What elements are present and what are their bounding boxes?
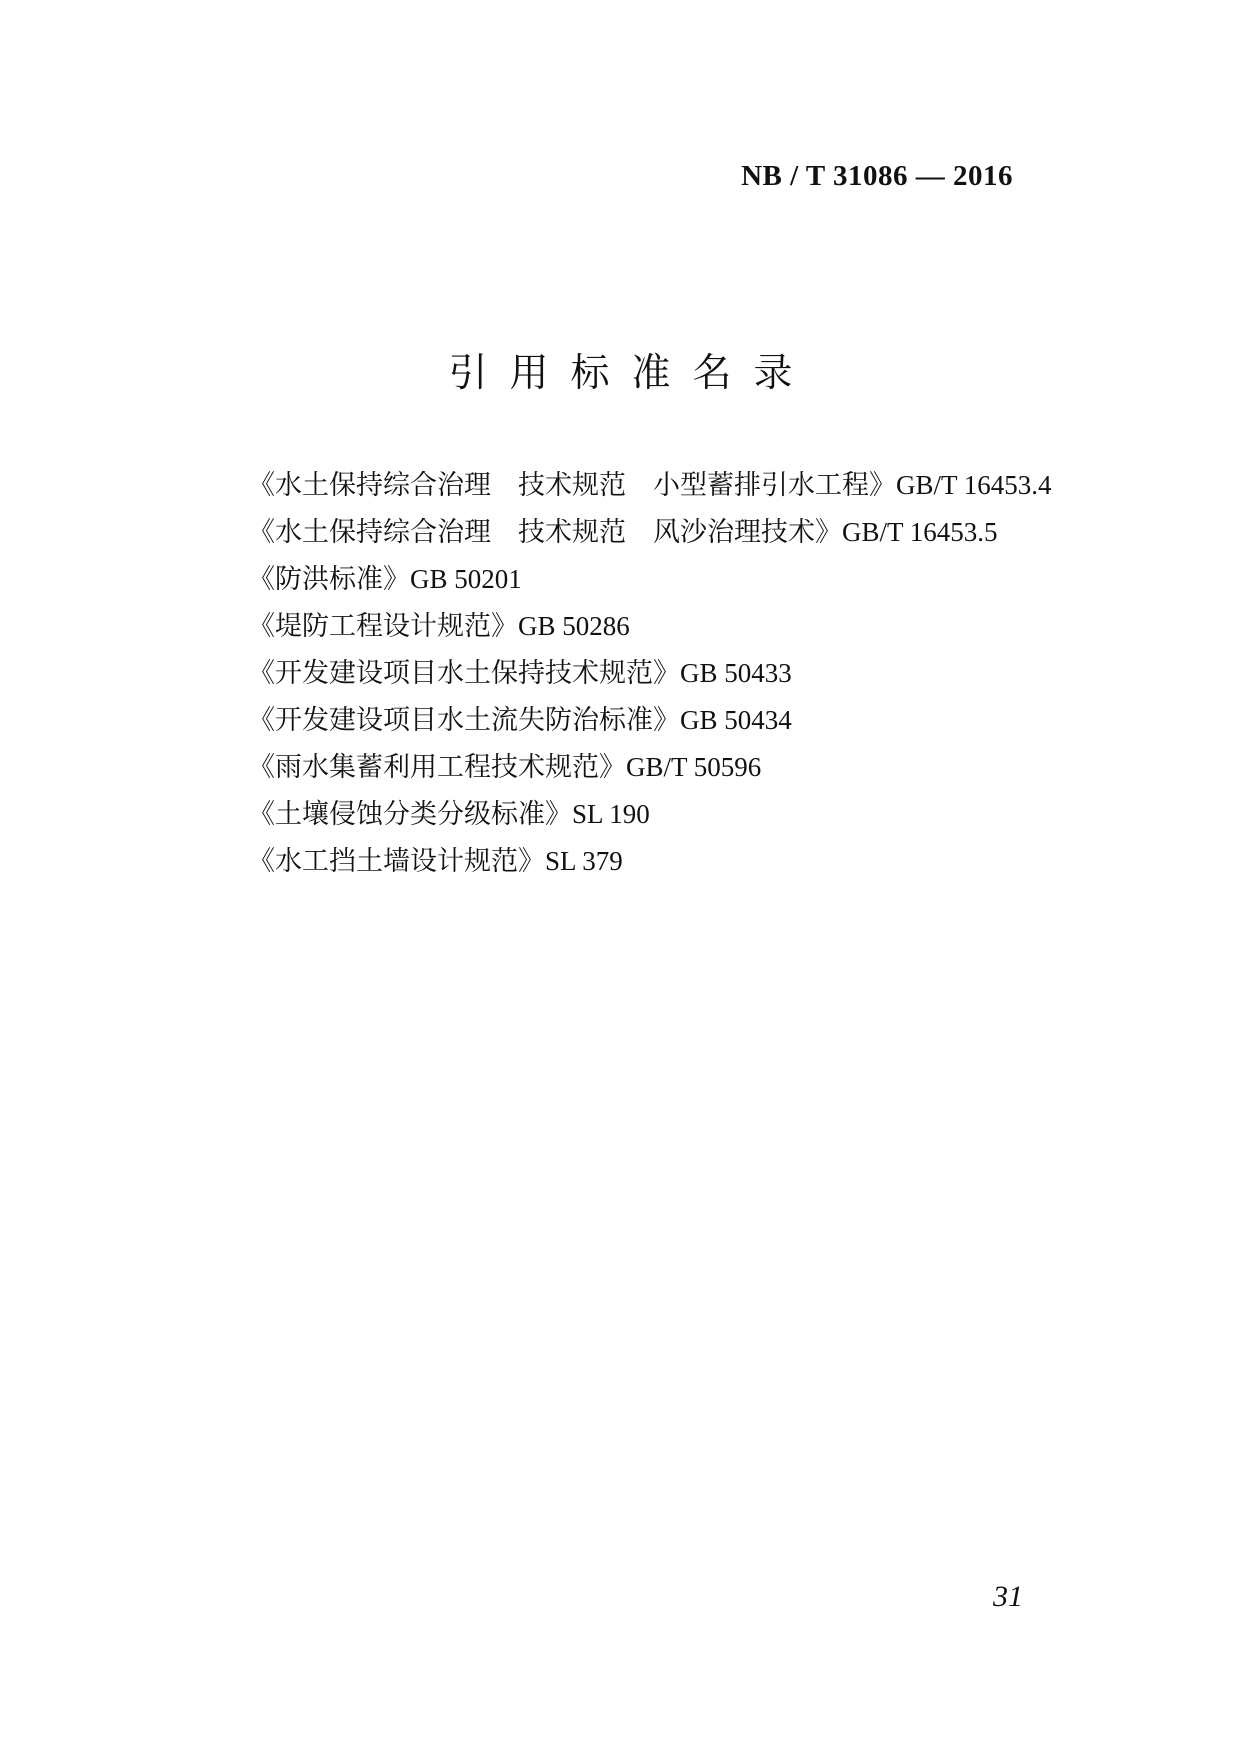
list-item <box>200 509 1080 556</box>
reference-code: GB/T 50596 <box>626 752 762 782</box>
reference-name: 《水土保持综合治理 技术规范 小型蓄排引水工程》 <box>248 470 896 501</box>
list-item <box>200 462 1080 509</box>
page-title: 引用标准名录 <box>448 351 815 396</box>
reference-code: GB 50201 <box>410 564 522 594</box>
reference-name: 《堤防工程设计规范》 <box>248 611 518 642</box>
reference-name: 《防洪标准》 <box>248 564 410 595</box>
reference-code: GB 50433 <box>680 658 792 688</box>
list-item <box>200 697 1080 744</box>
list-item <box>200 650 1080 697</box>
reference-code: GB/T 16453.4 <box>896 470 1052 500</box>
reference-name: 《开发建设项目水土保持技术规范》 <box>248 658 680 689</box>
page-number: 31 <box>993 1580 1023 1613</box>
reference-name: 《开发建设项目水土流失防治标准》 <box>248 705 680 736</box>
reference-code: SL 190 <box>572 799 650 829</box>
list-item <box>200 744 1080 791</box>
reference-name: 《水工挡土墙设计规范》 <box>248 846 545 877</box>
standard-number: NB / T 31086 — 2016 <box>741 160 1013 192</box>
reference-list <box>200 462 1080 885</box>
reference-name: 《土壤侵蚀分类分级标准》 <box>248 799 572 830</box>
reference-name: 《水土保持综合治理 技术规范 风沙治理技术》 <box>248 517 842 548</box>
reference-code: GB 50286 <box>518 611 630 641</box>
reference-code: SL 379 <box>545 846 623 876</box>
list-item <box>200 791 1080 838</box>
list-item <box>200 556 1080 603</box>
reference-name: 《雨水集蓄利用工程技术规范》 <box>248 752 626 783</box>
reference-code: GB/T 16453.5 <box>842 517 998 547</box>
reference-code: GB 50434 <box>680 705 792 735</box>
list-item <box>200 603 1080 650</box>
list-item <box>200 838 1080 885</box>
